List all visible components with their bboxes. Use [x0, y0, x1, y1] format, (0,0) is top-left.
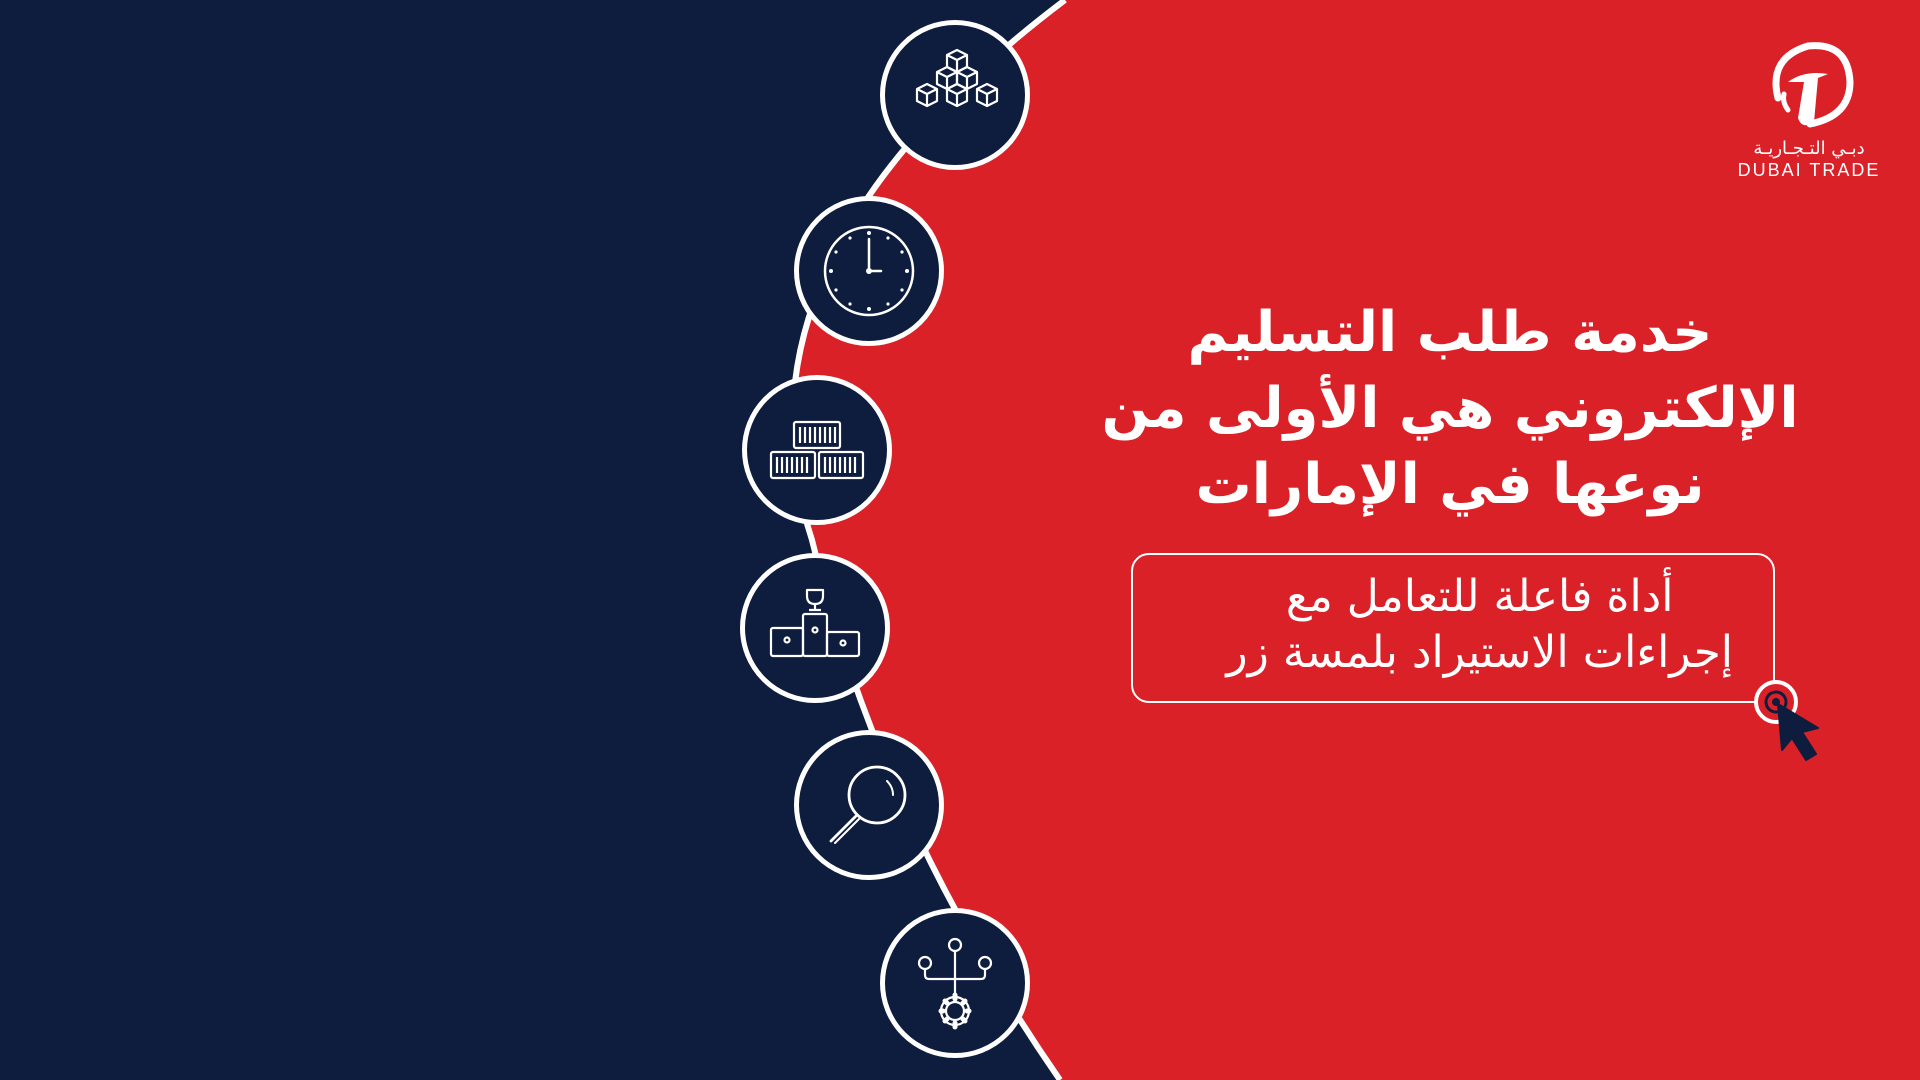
feature-circle	[880, 908, 1030, 1058]
cubes-icon	[905, 45, 1005, 145]
tool-callout-box	[1131, 553, 1775, 703]
dubai-trade-logo-icon	[1758, 38, 1858, 138]
feature-circle	[880, 20, 1030, 170]
brand-name-arabic: دبـي التـجـاريـة	[1753, 138, 1865, 159]
feature-circle	[742, 375, 892, 525]
network-gear-icon	[905, 933, 1005, 1033]
brand-name-english: DUBAI TRADE	[1737, 160, 1881, 180]
containers-icon	[767, 400, 867, 500]
cursor-click-icon	[1748, 676, 1838, 766]
feature-circle	[794, 196, 944, 346]
podium-icon	[765, 578, 865, 678]
tool-callout-text: أداة فاعلة للتعامل مع إجراءات الاستيراد بلمسة زر	[1226, 571, 1733, 678]
feature-circle	[794, 730, 944, 880]
clock-icon	[819, 221, 919, 321]
magnifier-icon	[819, 755, 919, 855]
main-headline: خدمة طلب التسليم الإلكتروني هي الأولى من نوعها في الإمارات	[1101, 300, 1799, 517]
dubai-trade-logo	[1730, 38, 1890, 188]
feature-circle	[740, 553, 890, 703]
